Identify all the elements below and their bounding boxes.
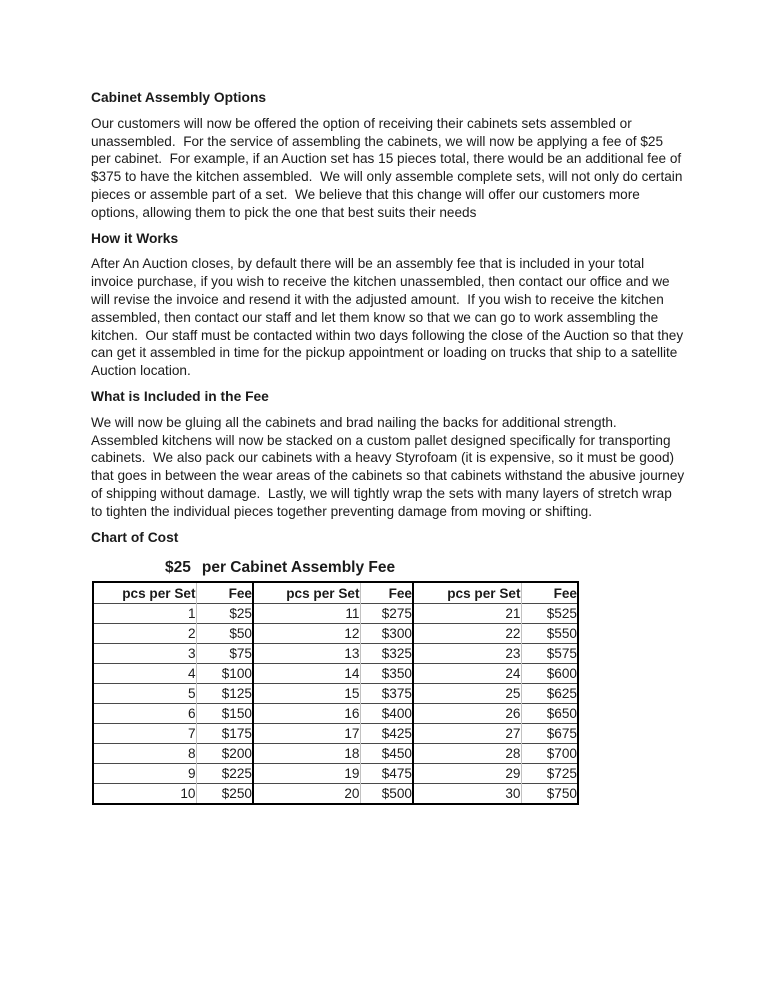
table-row bbox=[93, 764, 578, 784]
pcs-per-set-cell: 11 bbox=[253, 604, 360, 624]
fee-cell: $250 bbox=[196, 784, 253, 805]
section-heading-how-it-works: How it Works bbox=[91, 230, 179, 246]
fee-cell: $175 bbox=[196, 724, 253, 744]
pcs-per-set-cell: 12 bbox=[253, 624, 360, 644]
pcs-per-set-cell: 6 bbox=[93, 704, 196, 724]
fee-cell: $300 bbox=[360, 624, 413, 644]
fee-cell: $150 bbox=[196, 704, 253, 724]
fee-cell: $275 bbox=[360, 604, 413, 624]
table-row bbox=[93, 784, 578, 805]
pcs-per-set-cell: 1 bbox=[93, 604, 196, 624]
paragraph-how-it-works: After An Auction closes, by default there will be an assembly fee that is included in your total invoice purchase, if you wish to receive the kitchen unassembled, then contact our office and we will revise the invoice and resend it with the adjusted amount. If you wish to receive the kitchen assembled, then contact our staff and let them know so that we can go to work assembling the kitchen. Our staff must be contacted within two days following the close of the Auction so that they can get it assembled in time for the pickup appointment or loading on trucks that ship to a satellite Auction location. bbox=[91, 256, 687, 379]
pcs-per-set-cell: 21 bbox=[413, 604, 521, 624]
fee-cell: $225 bbox=[196, 764, 253, 784]
fee-cell: $650 bbox=[521, 704, 578, 724]
fee-cell: $425 bbox=[360, 724, 413, 744]
pcs-per-set-cell: 25 bbox=[413, 684, 521, 704]
fee-table-body bbox=[93, 604, 578, 805]
fee-cell: $700 bbox=[521, 744, 578, 764]
fee-cell: $200 bbox=[196, 744, 253, 764]
fee-cell: $325 bbox=[360, 644, 413, 664]
column-header-fee: Fee bbox=[196, 582, 253, 604]
pcs-per-set-cell: 20 bbox=[253, 784, 360, 805]
section-heading-cabinet-assembly-options: Cabinet Assembly Options bbox=[91, 90, 267, 105]
fee-cell: $550 bbox=[521, 624, 578, 644]
pcs-per-set-cell: 16 bbox=[253, 704, 360, 724]
pcs-per-set-cell: 30 bbox=[413, 784, 521, 805]
table-title-text: per Cabinet Assembly Fee bbox=[201, 559, 396, 577]
table-row bbox=[93, 684, 578, 704]
fee-cell: $600 bbox=[521, 664, 578, 684]
pcs-per-set-cell: 4 bbox=[93, 664, 196, 684]
section-heading-chart-of-cost: Chart of Cost bbox=[91, 529, 179, 545]
table-title bbox=[165, 558, 685, 577]
pcs-per-set-cell: 10 bbox=[93, 784, 196, 805]
pcs-per-set-cell: 7 bbox=[93, 724, 196, 744]
column-header-pcs-per-set: pcs per Set bbox=[122, 585, 196, 601]
fee-cell: $625 bbox=[521, 684, 578, 704]
pcs-per-set-cell: 27 bbox=[413, 724, 521, 744]
table-row bbox=[93, 644, 578, 664]
table-row bbox=[93, 604, 578, 624]
pcs-per-set-cell: 23 bbox=[413, 644, 521, 664]
fee-cell: $100 bbox=[196, 664, 253, 684]
pcs-per-set-cell: 17 bbox=[253, 724, 360, 744]
fee-cell: $125 bbox=[196, 684, 253, 704]
fee-cell: $675 bbox=[521, 724, 578, 744]
pcs-per-set-cell: 5 bbox=[93, 684, 196, 704]
fee-cell: $400 bbox=[360, 704, 413, 724]
fee-cell: $750 bbox=[521, 784, 578, 805]
column-header-fee: Fee bbox=[360, 582, 413, 604]
pcs-per-set-cell: 18 bbox=[253, 744, 360, 764]
table-row bbox=[93, 704, 578, 724]
pcs-per-set-cell: 2 bbox=[93, 624, 196, 644]
fee-cell: $375 bbox=[360, 684, 413, 704]
column-header-fee: Fee bbox=[521, 582, 578, 604]
pcs-per-set-cell: 14 bbox=[253, 664, 360, 684]
fee-cell: $500 bbox=[360, 784, 413, 805]
table-title-amount: $25 bbox=[165, 559, 191, 577]
pcs-per-set-cell: 8 bbox=[93, 744, 196, 764]
pcs-per-set-cell: 28 bbox=[413, 744, 521, 764]
fee-cell: $75 bbox=[196, 644, 253, 664]
fee-cell: $50 bbox=[196, 624, 253, 644]
section-heading-what-is-included-in-the-fee: What is Included in the Fee bbox=[91, 388, 269, 404]
pcs-per-set-cell: 13 bbox=[253, 644, 360, 664]
fee-table bbox=[92, 581, 579, 805]
pcs-per-set-cell: 26 bbox=[413, 704, 521, 724]
pcs-per-set-cell: 24 bbox=[413, 664, 521, 684]
fee-cell: $475 bbox=[360, 764, 413, 784]
pcs-per-set-cell: 9 bbox=[93, 764, 196, 784]
pcs-per-set-cell: 19 bbox=[253, 764, 360, 784]
pcs-per-set-cell: 3 bbox=[93, 644, 196, 664]
pcs-per-set-cell: 22 bbox=[413, 624, 521, 644]
table-row bbox=[93, 664, 578, 684]
pcs-per-set-cell: 29 bbox=[413, 764, 521, 784]
table-row bbox=[93, 624, 578, 644]
column-header-pcs-per-set: pcs per Set bbox=[413, 582, 521, 604]
table-row bbox=[93, 724, 578, 744]
fee-table-header-row bbox=[93, 582, 578, 604]
fee-cell: $25 bbox=[196, 604, 253, 624]
table-row bbox=[93, 744, 578, 764]
fee-cell: $725 bbox=[521, 764, 578, 784]
fee-cell: $575 bbox=[521, 644, 578, 664]
fee-cell: $350 bbox=[360, 664, 413, 684]
column-header-pcs-per-set: pcs per Set bbox=[253, 582, 360, 604]
fee-cell: $525 bbox=[521, 604, 578, 624]
fee-cell: $450 bbox=[360, 744, 413, 764]
paragraph-what-is-included-in-the-fee: We will now be gluing all the cabinets and brad nailing the backs for additional strength. Assembled kitchens will now be stacked on a custom pallet designed specifically for transporting cabinets. We also pack our cabinets with a heavy Styrofoam (it is expensive, so it must be good) that goes in between the wear areas of the cabinets so that cabinets withstand the abusive journey of shipping without damage. Lastly, we will tightly wrap the sets with many layers of stretch wrap to tighten the individual pieces together preventing damage from moving or shifting. bbox=[91, 414, 688, 519]
pcs-per-set-cell: 15 bbox=[253, 684, 360, 704]
paragraph-cabinet-assembly-options: Our customers will now be offered the option of receiving their cabinets sets assembled or unassembled. For the service of assembling the cabinets, we will now be applying a fee of $25 per cabinet. For example, if an Auction set has 15 pieces total, there would be an additional fee of $375 to have the kitchen assembled. We will only assemble complete sets, will not only do certain pieces or assemble part of a set. We believe that this change will offer our customers more options, allowing them to pick the one that best suits their needs bbox=[91, 115, 687, 220]
